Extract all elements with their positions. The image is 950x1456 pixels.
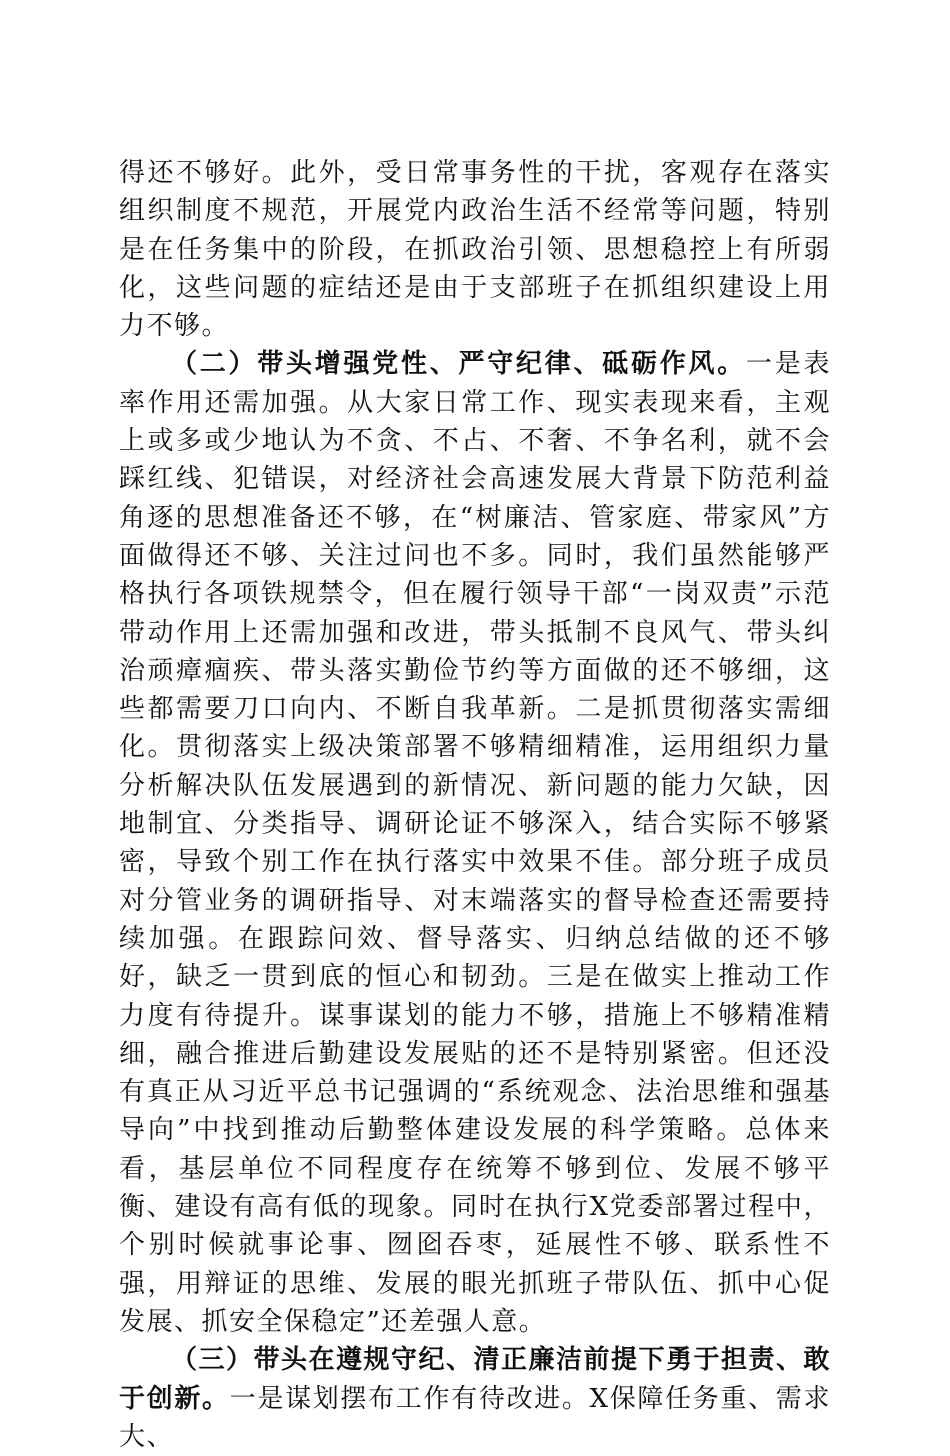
paragraph-3-text: 一是谋划摆布工作有待改进。X保障任务重、需求大、 <box>119 1383 831 1452</box>
paragraph-2 <box>119 345 831 1341</box>
paragraph-1-text: 得还不够好。此外，受日常事务性的干扰，客观存在落实组织制度不规范，开展党内政治生活不经常等问题，特别是在任务集中的阶段，在抓政治引领、思想稳控上有所弱化，这些问题的症结还是由于支部班子在抓组织建设上用力不够。 <box>119 158 831 342</box>
document-body <box>119 154 831 1456</box>
paragraph-1 <box>119 154 831 345</box>
paragraph-3 <box>119 1341 831 1456</box>
paragraph-2-text: 一是表率作用还需加强。从大家日常工作、现实表现来看，主观上或多或少地认为不贪、不占、不奢、不争名利，就不会踩红线、犯错误，对经济社会高速发展大背景下防范利益角逐的思想准备还不够，在“树廉洁、管家庭、带家风”方面做得还不够、关注过问也不多。同时，我们虽然能够严格执行各项铁规禁令，但在履行领导干部“一岗双责”示范带动作用上还需加强和改进，带头抵制不良风气、带头纠治顽瘴痼疾、带头落实勤俭节约等方面做的还不够细，这些都需要刀口向内、不断自我革新。二是抓贯彻落实需细化。贯彻落实上级决策部署不够精细精准，运用组织力量分析解决队伍发展遇到的新情况、新问题的能力欠缺，因地制宜、分类指导、调研论证不够深入，结合实际不够紧密，导致个别工作在执行落实中效果不佳。部分班子成员对分管业务的调研指导、对末端落实的督导检查还需要持续加强。在跟踪问效、督导落实、归纳总结做的还不够好，缺乏一贯到底的恒心和韧劲。三是在做实上推动工作力度有待提升。谋事谋划的能力不够，措施上不够精准精细，融合推进后勤建设发展贴的还不是特别紧密。但还没有真正从习近平总书记强调的“系统观念、法治思维和强基导向”中找到推动后勤整体建设发展的科学策略。总体来看，基层单位不同程度存在统筹不够到位、发展不够平衡、建设有高有低的现象。同时在执行X党委部署过程中，个别时候就事论事、囫囵吞枣，延展性不够、联系性不强，用辩证的思维、发展的眼光抓班子带队伍、抓中心促发展、抓安全保稳定”还差强人意。 <box>119 349 831 1337</box>
section-heading-2: （二）带头增强党性、严守纪律、砥砺作风。 <box>171 349 746 380</box>
section-heading-3: （三）带头在遵规守纪、清正廉洁前提下勇于担责、敢于创新。 <box>119 1345 832 1414</box>
